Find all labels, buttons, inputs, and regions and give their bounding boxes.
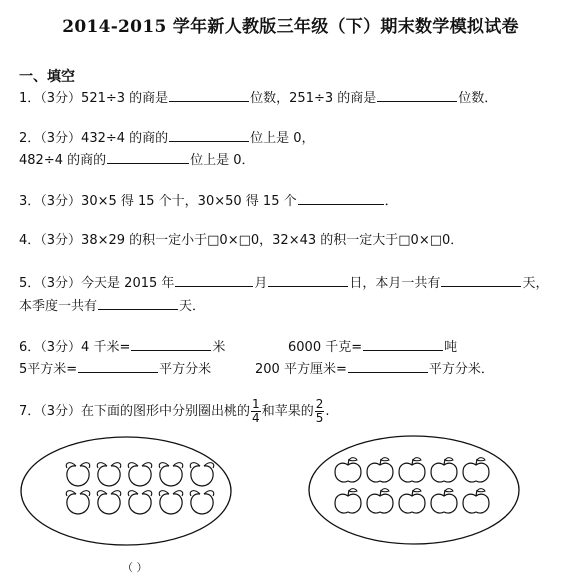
question-2-line-1 xyxy=(19,128,315,148)
q6-text-e: 5平方米= xyxy=(19,362,78,377)
q5-text-f: 天． xyxy=(179,299,206,314)
section-heading: 一、填空 xyxy=(19,69,75,85)
q5-text-d: 天， xyxy=(522,276,549,291)
q2-text-b: 位上是 0， xyxy=(250,131,315,146)
question-5-line-2 xyxy=(19,296,205,316)
q6-text-h: 平方分米． xyxy=(428,362,494,377)
q7-text-b: 和苹果的 xyxy=(261,404,314,419)
q5-text-b: 月 xyxy=(254,276,268,291)
answer-blank[interactable] xyxy=(268,273,348,287)
peach-icon[interactable] xyxy=(66,463,90,486)
fraction-one-quarter: $\frac{1}{4}$ xyxy=(252,397,260,425)
q6-text-g: 200 平方厘米= xyxy=(255,362,347,377)
answer-blank[interactable] xyxy=(175,273,253,287)
answer-blank[interactable] xyxy=(441,273,521,287)
q5-text-c: 日，本月一共有 xyxy=(349,276,441,291)
q6-text-c: 6000 千克= xyxy=(288,340,363,355)
peach-icon[interactable] xyxy=(128,491,152,514)
apple-icon[interactable] xyxy=(431,489,457,513)
answer-blank[interactable] xyxy=(78,359,158,373)
apple-icon[interactable] xyxy=(399,458,425,482)
answer-blank[interactable] xyxy=(169,88,249,102)
question-2-line-2 xyxy=(19,150,255,170)
fraction-two-fifths: $\frac{2}{5}$ xyxy=(315,397,324,425)
answer-blank[interactable] xyxy=(107,150,189,164)
q2-text-a: 2．（3分）432÷4 的商的 xyxy=(19,131,169,146)
apple-icon[interactable] xyxy=(399,489,425,513)
peach-icon[interactable] xyxy=(97,491,121,514)
q5-text-e: 本季度一共有 xyxy=(19,299,98,314)
q3-text-b: ． xyxy=(384,194,398,209)
question-6-line-2-right xyxy=(255,359,494,379)
question-6-line-2 xyxy=(19,359,211,379)
apple-icon[interactable] xyxy=(367,458,393,482)
apple-icon[interactable] xyxy=(367,489,393,513)
peach-icon[interactable] xyxy=(66,491,90,514)
peach-icon[interactable] xyxy=(159,491,183,514)
q4-text: 4．（3分）38×29 的积一定小于□0×□0，32×43 的积一定大于□0×□0． xyxy=(19,233,464,248)
q1-text-c: 位数． xyxy=(458,91,498,106)
q3-text-a: 3．（3分）30×5 得 15 个十，30×50 得 15 个 xyxy=(19,194,297,209)
apple-icon[interactable] xyxy=(463,489,489,513)
question-4 xyxy=(19,232,463,250)
answer-blank[interactable] xyxy=(377,88,457,102)
peach-icon[interactable] xyxy=(159,463,183,486)
page-title: 2014-2015 学年新人教版三年级（下）期末数学模拟试卷 xyxy=(62,17,519,37)
q2-text-c: 482÷4 的商的 xyxy=(19,153,107,168)
apple-icon[interactable] xyxy=(335,489,361,513)
q6-text-b: 米 xyxy=(212,340,226,355)
question-7 xyxy=(19,398,329,425)
apple-ellipse[interactable] xyxy=(309,436,519,544)
answer-blank[interactable] xyxy=(169,128,249,142)
q6-text-f: 平方分米 xyxy=(159,362,212,377)
apple-group xyxy=(335,458,489,513)
q7-text-c: . xyxy=(325,404,330,419)
question-5-line-1 xyxy=(19,273,548,293)
question-6-line-1-right xyxy=(288,337,457,357)
apple-icon[interactable] xyxy=(335,458,361,482)
answer-blank[interactable] xyxy=(363,337,443,351)
q5-text-a: 5．（3分）今天是 2015 年 xyxy=(19,276,175,291)
answer-blank[interactable] xyxy=(98,296,178,310)
peach-icon[interactable] xyxy=(190,463,214,486)
question-6-line-1 xyxy=(19,337,225,357)
apple-icon[interactable] xyxy=(463,458,489,482)
answer-blank[interactable] xyxy=(298,191,384,205)
q7-text-a: 7．（3分）在下面的图形中分别圈出桃的 xyxy=(19,404,251,419)
question-1 xyxy=(19,88,497,108)
peach-icon[interactable] xyxy=(97,463,121,486)
q1-text-b: 位数，251÷3 的商是 xyxy=(250,91,377,106)
peach-icon[interactable] xyxy=(190,491,214,514)
peach-ellipse[interactable] xyxy=(21,437,231,545)
q6-text-d: 吨 xyxy=(444,340,458,355)
apple-icon[interactable] xyxy=(431,458,457,482)
q2-text-d: 位上是 0． xyxy=(190,153,255,168)
peach-group xyxy=(66,463,214,514)
peach-icon[interactable] xyxy=(128,463,152,486)
bottom-paren: （ ） xyxy=(122,561,148,574)
answer-blank[interactable] xyxy=(131,337,211,351)
q1-text-a: 1．（3分）521÷3 的商是 xyxy=(19,91,169,106)
q6-text-a: 6．（3分）4 千米= xyxy=(19,340,131,355)
answer-blank[interactable] xyxy=(348,359,428,373)
question-3 xyxy=(19,191,398,211)
